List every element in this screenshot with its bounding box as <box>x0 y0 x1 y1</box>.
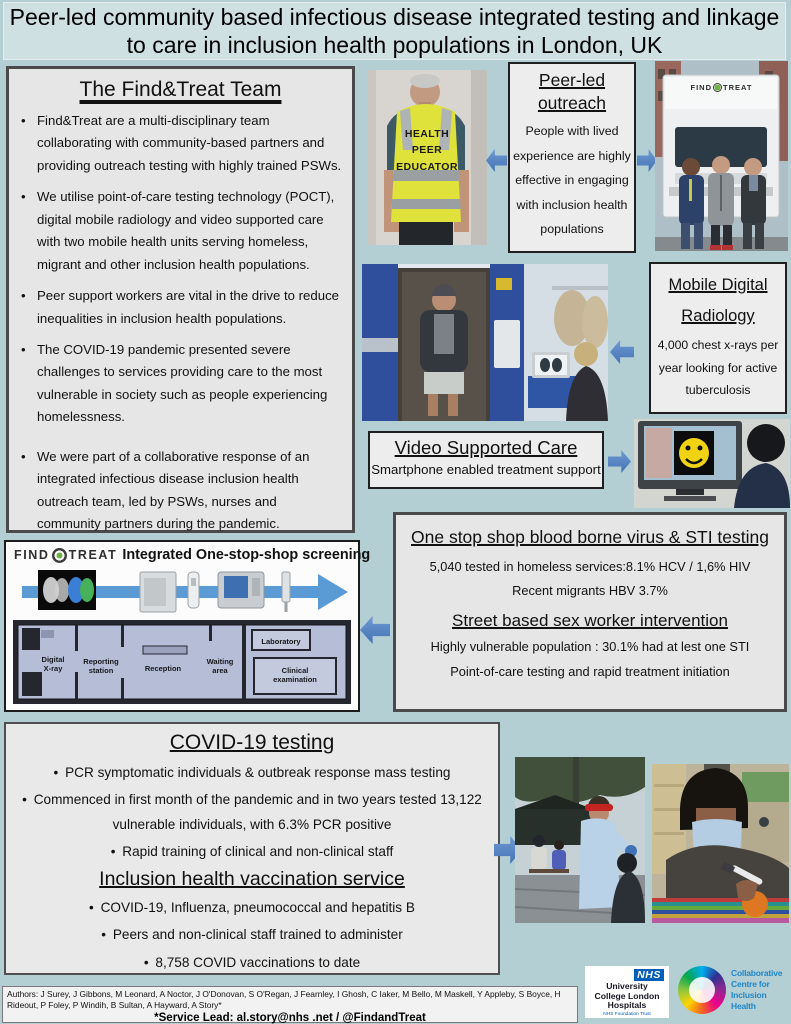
peer-outreach-heading: Peer-led outreach <box>537 70 607 114</box>
team-bullet: • The COVID-19 pandemic presented severe challenges to services providing care to the most vulnerable in society such as people experiencing homelessness. <box>17 339 342 429</box>
arrow-left-icon <box>360 616 390 644</box>
authors-text: Authors: J Surey, J Gibbons, M Leonard, A Noctor, J O'Donovan, S O'Regan, J Fearnley, I Ghosh, C Iaker, M Bello, M Maskell, Y Appleby, S Boyce, H Rideout, P Foley, P Windih, B Sultan, A Hayward, A Story* <box>7 989 561 1011</box>
poster-title-band <box>3 2 786 60</box>
smiley-photo-illustration <box>634 419 790 508</box>
peer-outreach-section <box>508 62 636 253</box>
screening-heading: Integrated One-stop-shop screening <box>122 547 371 563</box>
floorplan-diagram <box>13 620 351 704</box>
findtreat-logo-treat: TREAT <box>68 548 118 562</box>
sex-worker-heading: Street based sex worker intervention <box>452 611 728 631</box>
hands-circle-icon <box>678 966 726 1014</box>
room-label: Clinical examination <box>273 666 317 684</box>
sex-worker-stat: Highly vulnerable population : 30.1% had at lest one STI <box>430 639 750 655</box>
nhs-foundation-trust-label: NHS Foundation Trust <box>603 1011 651 1017</box>
covid-bullet: • PCR symptomatic individuals & outbreak response mass testing <box>20 761 484 785</box>
collaborative-centre-logo <box>678 960 790 1020</box>
one-stop-stat: 5,040 tested in homeless services:8.1% HCV / 1,6% HIV <box>429 558 751 574</box>
arrow-right-icon <box>637 149 657 172</box>
findtreat-target-icon <box>713 83 722 92</box>
footer-authors-box <box>2 986 578 1023</box>
sex-worker-stat: Point-of-care testing and rapid treatment initiation <box>450 663 730 679</box>
team-bullet: • We were part of a collaborative response of an integrated infectious disease inclusion health outreach team, led by PSWs, nurses and community partners during the pandemic. <box>17 446 342 536</box>
covid-bullet: • Rapid training of clinical and non-clinical staff <box>20 840 484 864</box>
photo-findtreat-truck <box>655 61 788 251</box>
team-bullet: • Find&Treat are a multi-disciplinary team collaborating with community-based partners and providing outreach testing with highly trained PSWs. <box>17 110 342 177</box>
room-label: Reporting station <box>83 657 119 675</box>
room-label: Waiting area <box>206 657 234 675</box>
one-stop-heading: One stop shop blood borne virus & STI testing <box>411 527 769 547</box>
photo-mobile-xray-unit <box>362 264 608 421</box>
nhs-org-name: University College London Hospitals <box>594 981 660 1011</box>
video-care-section <box>368 431 604 489</box>
service-lead-text: *Service Lead: al.story@nhs .net / @FindandTreat <box>154 1012 426 1024</box>
screening-header <box>6 542 371 564</box>
vaccination-bullet: • COVID-19, Influenza, pneumococcal and hepatitis B <box>20 896 484 920</box>
video-care-body: Smartphone enabled treatment support <box>371 462 601 477</box>
arrow-left-icon <box>486 149 507 172</box>
arrow-right-icon <box>608 450 631 473</box>
one-stop-section <box>393 512 787 712</box>
radiology-heading: Mobile Digital Radiology <box>668 276 768 325</box>
team-bullet: • Peer support workers are vital in the drive to reduce inequalities in inclusion health populations. <box>17 285 342 330</box>
vaccination-bullet: • Peers and non-clinical staff trained to administer <box>20 923 484 947</box>
one-stop-stat: Recent migrants HBV 3.7% <box>512 583 668 599</box>
outdoor-testing-illustration <box>515 757 645 923</box>
room-label: Laboratory <box>261 637 301 646</box>
photo-outdoor-covid-testing <box>515 757 645 923</box>
radiology-body: 4,000 chest x-rays per year looking for active tuberculosis <box>657 338 779 398</box>
poster-title: Peer-led community based infectious disease integrated testing and linkage to care in inclusion health populations in London, UK <box>9 3 780 58</box>
photo-injection-training <box>652 764 789 923</box>
radiology-section <box>649 262 787 414</box>
photo-video-call-smiley <box>634 419 790 508</box>
peer-outreach-body: People with lived experience are highly effective in engaging with inclusion health populations <box>513 124 631 237</box>
video-care-heading: Video Supported Care <box>394 437 578 458</box>
injection-training-illustration <box>652 764 789 923</box>
xray-photo-illustration <box>362 264 608 421</box>
room-label: Digital X-ray <box>41 655 65 673</box>
vest-label: HEALTH PEER EDUCATOR <box>396 128 458 173</box>
findtreat-logo-find: FIND <box>14 548 50 562</box>
nhs-uclh-logo <box>585 966 669 1018</box>
covid-heading: COVID-19 testing <box>169 731 335 754</box>
room-label: Reception <box>144 664 182 673</box>
arrow-left-icon <box>610 340 634 364</box>
vaccination-heading: Inclusion health vaccination service <box>99 867 405 890</box>
team-bullet: • We utilise point-of-care testing technology (POCT), digital mobile radiology and video supported care with two mobile health units serving homeless, migrant and other inclusion health populations. <box>17 186 342 276</box>
team-bullet-list <box>17 110 342 535</box>
team-heading: The Find&Treat Team <box>79 78 282 101</box>
findtreat-target-icon <box>52 548 67 563</box>
collaborative-centre-name: Collaborative Centre for Inclusion Health <box>731 967 783 1012</box>
vaccination-bullet: • 8,758 COVID vaccinations to date <box>20 951 484 975</box>
photo-health-peer-educator <box>367 70 487 245</box>
nhs-logo-mark: NHS <box>634 969 664 981</box>
truck-logo-find: FIND <box>690 83 713 92</box>
truck-logo-treat: TREAT <box>723 83 753 92</box>
covid-section <box>4 722 500 975</box>
covid-bullet: • Commenced in first month of the pandemic and in two years tested 13,122 vulnerable individuals, with 6.3% PCR positive <box>20 788 484 837</box>
truck-findtreat-logo <box>655 83 788 92</box>
screening-section <box>4 540 371 712</box>
screening-flow-diagram <box>12 564 352 618</box>
team-section <box>6 66 355 533</box>
